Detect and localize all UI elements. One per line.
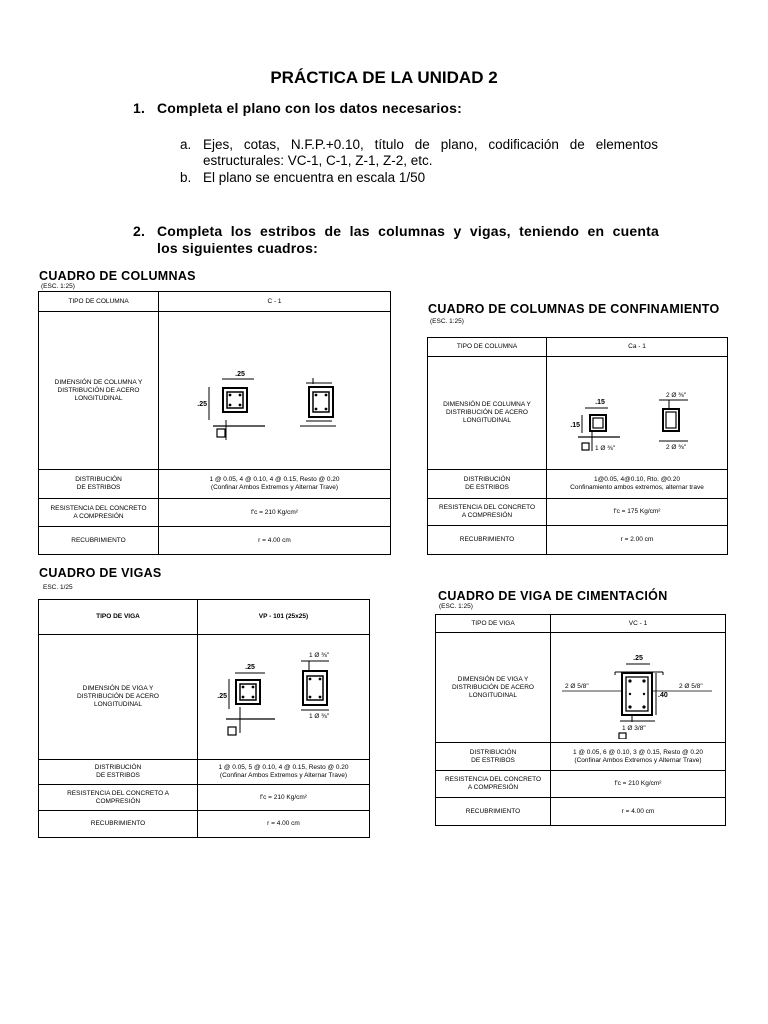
confinamiento-row-recubrimiento-value: r = 2.00 cm [547,526,728,555]
confinamiento-bar-label: 1 Ø ⅜" [594,445,615,452]
confinamiento-header-ca1: Ca - 1 [547,338,728,357]
vigas-top-bars: 1 Ø ⅜" [308,652,329,659]
columna-c1-section-icon [160,312,390,466]
q2-line2: los siguientes cuadros: [157,240,318,256]
cimentacion-dim-w: .25 [632,655,643,662]
vigas-title: CUADRO DE VIGAS [39,566,162,580]
q1-a-line1: Ejes, cotas, N.F.P.+0.10, título de plano, codificación de elementos [203,137,658,152]
vigas-dim-w: .25 [244,664,255,671]
columnas-row-resistencia-value: f'c = 210 Kg/cm² [159,499,391,527]
confinamiento-top-bars: 2 Ø ⅜" [665,392,686,399]
page-title: PRÁCTICA DE LA UNIDAD 2 [270,68,498,87]
confinamiento-bot-bars: 2 Ø ⅜" [665,444,686,451]
columnas-dim-w: .25 [234,371,245,378]
vigas-row-recubrimiento-value: r = 4.00 cm [198,811,370,838]
vigas-row-resistencia-label: RESISTENCIA DEL CONCRETO A COMPRESIÓN [39,785,198,811]
vigas-section-drawing [198,635,370,760]
cimentacion-table [435,614,726,826]
cimentacion-title: CUADRO DE VIGA DE CIMENTACIÓN [438,589,668,603]
confinamiento-row-estribos-value: 1@0.05, 4@0.10, Rto. @0.20 Confinamiento ambos extremos, alternar trave [547,470,728,499]
columnas-row-estribos-label: DISTRIBUCIÓN DE ESTRIBOS [39,470,159,499]
confinamiento-header-tipo: TIPO DE COLUMNA [428,338,547,357]
vigas-table [38,599,370,838]
cimentacion-row-resistencia-value: f'c = 210 Kg/cm² [551,771,726,798]
cimentacion-dim-h: .40 [657,692,668,699]
columnas-title: CUADRO DE COLUMNAS [39,269,196,283]
q1-number: 1. [133,100,146,116]
viga-vp101-section-icon [199,635,369,756]
cimentacion-row-recubrimiento-value: r = 4.00 cm [551,798,726,826]
vigas-row-estribos-value: 1 @ 0.05, 5 @ 0.10, 4 @ 0.15, Resto @ 0.20 (Confinar Ambos Extremos y Alternar Trave) [198,760,370,785]
cimentacion-header-tipo: TIPO DE VIGA [436,615,551,633]
confinamiento-row-recubrimiento-label: RECUBRIMIENTO [428,526,547,555]
vigas-dim-h: .25 [216,693,227,700]
cimentacion-left-bars: 2 Ø 5/8" [564,683,589,690]
q2-number: 2. [133,223,146,239]
vigas-header-tipo: TIPO DE VIGA [39,600,198,635]
viga-vc1-section-icon [552,633,725,739]
columnas-scale: (ESC. 1:25) [41,283,75,290]
confinamiento-dim-h: .15 [569,422,580,429]
vigas-row-resistencia-value: f'c = 210 Kg/cm² [198,785,370,811]
cimentacion-scale: (ESC. 1:25) [439,603,473,610]
vigas-row-dimension-label: DIMENSIÓN DE VIGA Y DISTRIBUCIÓN DE ACERO LONGITUDINAL [39,635,198,760]
confinamiento-row-resistencia-value: f'c = 175 Kg/cm² [547,499,728,526]
columnas-header-tipo: TIPO DE COLUMNA [39,292,159,312]
confinamiento-row-estribos-label: DISTRIBUCIÓN DE ESTRIBOS [428,470,547,499]
columna-ca1-section-icon [548,357,727,466]
q1-text: Completa el plano con los datos necesarios: [157,100,463,116]
cimentacion-row-estribos-value: 1 @ 0.05, 6 @ 0.10, 3 @ 0.15, Resto @ 0.20 (Confinar Ambos Extremos y Alternar Trave) [551,743,726,771]
q2-line1: Completa los estribos de las columnas y vigas, teniendo en cuenta [157,223,659,239]
confinamiento-table [427,337,728,555]
confinamiento-row-dimension-label: DIMENSIÓN DE COLUMNA Y DISTRIBUCIÓN DE ACERO LONGITUDINAL [428,357,547,470]
vigas-scale: ESC. 1/25 [43,584,73,591]
columnas-row-dimension-label: DIMENSIÓN DE COLUMNA Y DISTRIBUCIÓN DE ACERO LONGITUDINAL [39,312,159,470]
cimentacion-row-dimension-label: DIMENSIÓN DE VIGA Y DISTRIBUCIÓN DE ACERO LONGITUDINAL [436,633,551,743]
vigas-header-vp101: VP - 101 (25x25) [198,600,370,635]
cimentacion-row-recubrimiento-label: RECUBRIMIENTO [436,798,551,826]
confinamiento-row-resistencia-label: RESISTENCIA DEL CONCRETO A COMPRESIÓN [428,499,547,526]
vigas-row-recubrimiento-label: RECUBRIMIENTO [39,811,198,838]
vigas-bot-bars: 1 Ø ⅜" [308,713,329,720]
confinamiento-title: CUADRO DE COLUMNAS DE CONFINAMIENTO [428,302,720,316]
columnas-table [38,291,391,555]
confinamiento-section-drawing [547,357,728,470]
confinamiento-dim-w: .15 [594,399,605,406]
vigas-row-estribos-label: DISTRIBUCIÓN DE ESTRIBOS [39,760,198,785]
cimentacion-row-estribos-label: DISTRIBUCIÓN DE ESTRIBOS [436,743,551,771]
columnas-row-recubrimiento-label: RECUBRIMIENTO [39,527,159,555]
cimentacion-right-bars: 2 Ø 5/8" [678,683,703,690]
columnas-row-recubrimiento-value: r = 4.00 cm [159,527,391,555]
columnas-section-drawing [159,312,391,470]
cimentacion-header-vc1: VC - 1 [551,615,726,633]
cimentacion-section-drawing [551,633,726,743]
cimentacion-row-resistencia-label: RESISTENCIA DEL CONCRETO A COMPRESIÓN [436,771,551,798]
columnas-header-c1: C - 1 [159,292,391,312]
confinamiento-scale: (ESC. 1:25) [430,318,464,325]
q1-b-text: El plano se encuentra en escala 1/50 [203,170,426,185]
columnas-row-resistencia-label: RESISTENCIA DEL CONCRETO A COMPRESIÓN [39,499,159,527]
columnas-row-estribos-value: 1 @ 0.05, 4 @ 0.10, 4 @ 0.15, Resto @ 0.20 (Confinar Ambos Extremos y Alternar Trave) [159,470,391,499]
columnas-dim-h: .25 [196,401,207,408]
q1-a-letter: a. [180,137,192,152]
cimentacion-bar-label: 1 Ø 3/8" [621,725,646,732]
q1-a-line2: estructurales: VC-1, C-1, Z-1, Z-2, etc. [203,153,433,168]
q1-b-letter: b. [180,170,192,185]
